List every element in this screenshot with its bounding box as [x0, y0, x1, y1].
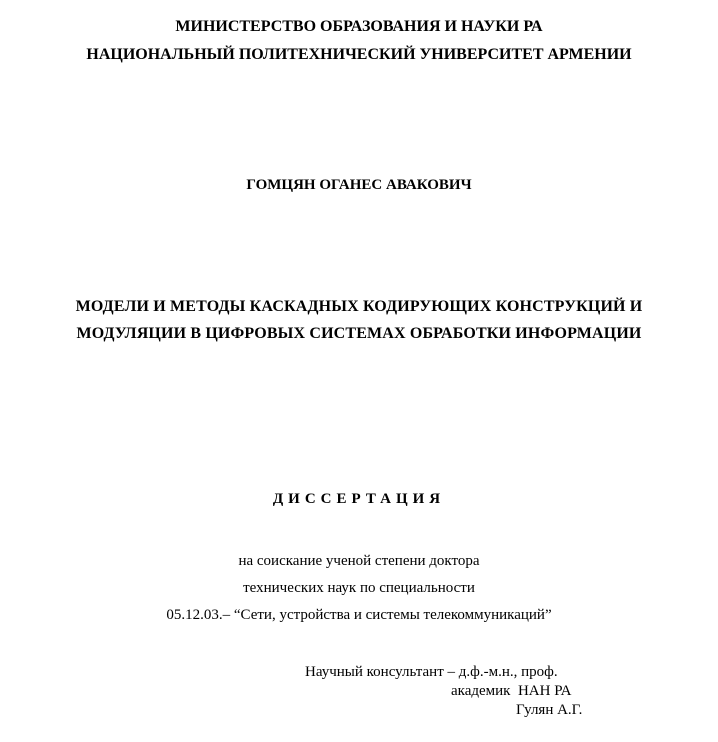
degree-line-1: на соискание ученой степени доктора: [238, 553, 480, 569]
degree-line-2: технических наук по специальности: [243, 580, 475, 596]
document-type: ДИССЕРТАЦИЯ: [272, 491, 446, 507]
dissertation-title-line-2: МОДУЛЯЦИИ В ЦИФРОВЫХ СИСТЕМАХ ОБРАБОТКИ ИНФОРМАЦИИ: [76, 325, 642, 342]
author-name: ГОМЦЯН ОГАНЕС АВАКОВИЧ: [246, 177, 472, 193]
university-heading: НАЦИОНАЛЬНЫЙ ПОЛИТЕХНИЧЕСКИЙ УНИВЕРСИТЕТ АРМЕНИИ: [86, 46, 632, 63]
specialty-line: 05.12.03.– “Сети, устройства и системы телекоммуникаций”: [166, 607, 552, 623]
advisor-line-3: Гулян А.Г.: [516, 702, 583, 718]
advisor-line-2: академик НАН РА: [451, 683, 572, 699]
advisor-line-1: Научный консультант – д.ф.-м.н., проф.: [305, 664, 558, 680]
ministry-heading: МИНИСТЕРСТВО ОБРАЗОВАНИЯ И НАУКИ РА: [175, 18, 543, 35]
dissertation-title-line-1: МОДЕЛИ И МЕТОДЫ КАСКАДНЫХ КОДИРУЮЩИХ КОНСТРУКЦИЙ И: [75, 298, 643, 315]
